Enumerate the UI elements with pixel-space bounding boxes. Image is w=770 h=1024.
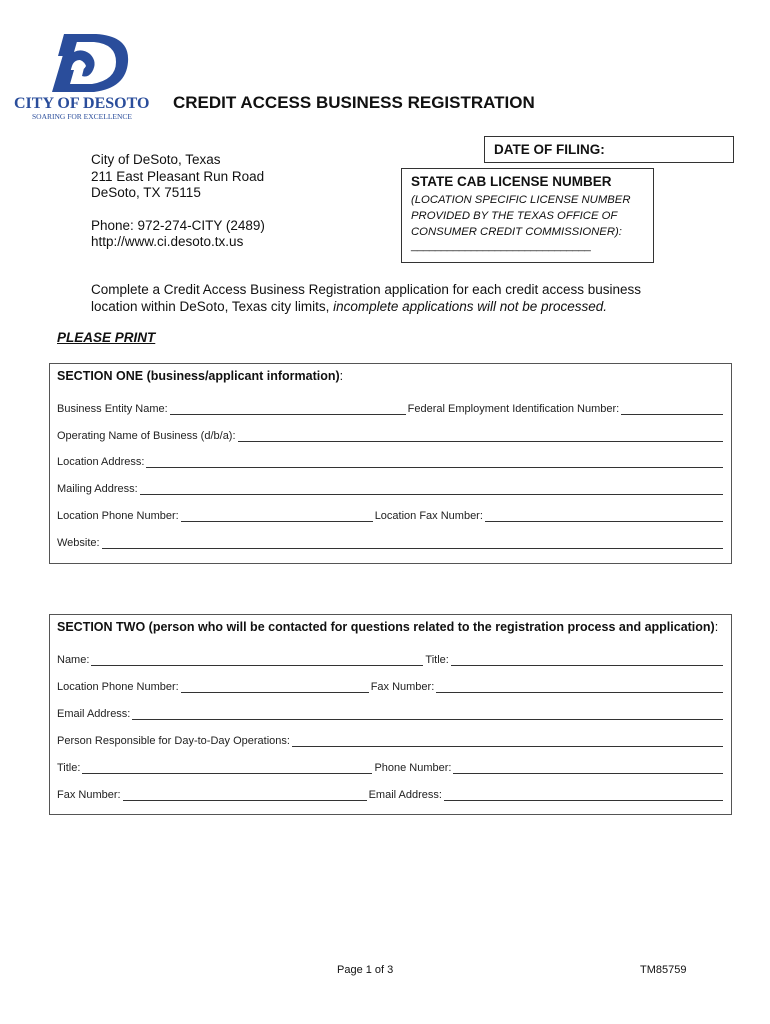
entity-name-label: Business Entity Name:: [57, 403, 168, 415]
contact-phone-field[interactable]: [181, 683, 369, 693]
location-address-label: Location Address:: [57, 456, 145, 468]
address-line-1: City of DeSoto, Texas: [91, 152, 221, 167]
date-of-filing-label: DATE OF FILING:: [494, 142, 605, 157]
operating-name-field[interactable]: [238, 432, 723, 442]
intro-paragraph: [91, 281, 691, 315]
row-operating-name: [57, 428, 725, 442]
location-fax-field[interactable]: [485, 512, 723, 522]
row-name-title: [57, 652, 725, 666]
page-number: Page 1 of 3: [337, 964, 394, 976]
responsible-email-field[interactable]: [444, 791, 723, 801]
address-website[interactable]: http://www.ci.desoto.tx.us: [91, 234, 244, 249]
date-of-filing-box[interactable]: [484, 136, 734, 163]
desoto-eagle-icon: [12, 30, 162, 122]
contact-title-field[interactable]: [451, 656, 723, 666]
address-line-3: DeSoto, TX 75115: [91, 185, 201, 200]
responsible-person-field[interactable]: [292, 737, 723, 747]
row-location-address: [57, 454, 725, 468]
contact-email-label: Email Address:: [57, 708, 131, 720]
responsible-fax-field[interactable]: [123, 791, 367, 801]
operating-name-label: Operating Name of Business (d/b/a):: [57, 430, 236, 442]
row-website: [57, 535, 725, 549]
row-contact-email: [57, 706, 725, 720]
address-phone: Phone: 972-274-CITY (2489): [91, 217, 265, 233]
contact-phone-label: Location Phone Number:: [57, 681, 179, 693]
cab-license-blank[interactable]: ______________________________: [411, 240, 591, 252]
fein-field[interactable]: [621, 405, 723, 415]
entity-name-field[interactable]: [170, 405, 406, 415]
location-fax-label: Location Fax Number:: [374, 510, 483, 522]
cab-license-heading: STATE CAB LICENSE NUMBER: [411, 174, 612, 189]
mailing-address-field[interactable]: [140, 485, 723, 495]
city-address-block: [91, 152, 265, 251]
row-fax-email: [57, 787, 725, 801]
contact-title-label: Title:: [425, 654, 449, 666]
row-mailing-address: [57, 481, 725, 495]
logo-city-name: CITY OF DESOTO: [14, 95, 150, 112]
row-entity-fein: [57, 401, 725, 415]
cab-license-note: (LOCATION SPECIFIC LICENSE NUMBER PROVIDED BY THE TEXAS OFFICE OF CONSUMER CREDIT COMMISSIONER):: [411, 194, 631, 238]
page-title: CREDIT ACCESS BUSINESS REGISTRATION: [173, 93, 535, 112]
address-line-2: 211 East Pleasant Run Road: [91, 168, 265, 184]
contact-name-label: Name:: [57, 654, 90, 666]
fein-label: Federal Employment Identification Number:: [407, 403, 620, 415]
row-title-phone: [57, 760, 725, 774]
section-two: [49, 614, 732, 815]
form-code: TM85759: [640, 964, 687, 976]
responsible-email-label: Email Address:: [368, 789, 442, 801]
contact-name-field[interactable]: [91, 656, 423, 666]
responsible-title-label: Title:: [57, 762, 81, 774]
intro-emphasis: incomplete applications will not be processed.: [333, 299, 608, 314]
please-print-label: PLEASE PRINT: [57, 330, 156, 345]
city-logo: [12, 30, 162, 122]
logo-tagline: SOARING FOR EXCELLENCE: [32, 112, 133, 121]
contact-fax-field[interactable]: [436, 683, 723, 693]
location-address-field[interactable]: [146, 458, 723, 468]
responsible-phone-label: Phone Number:: [374, 762, 452, 774]
mailing-address-label: Mailing Address:: [57, 483, 138, 495]
section-one: [49, 363, 732, 564]
row-contact-phone-fax: [57, 679, 725, 693]
responsible-person-label: Person Responsible for Day-to-Day Operations:: [57, 735, 290, 747]
intro-text: Complete a Credit Access Business Registration application for each credit access business location within DeSoto, Texas city limits,: [91, 282, 642, 314]
location-phone-field[interactable]: [181, 512, 373, 522]
row-location-phone-fax: [57, 508, 725, 522]
responsible-phone-field[interactable]: [453, 764, 723, 774]
section-two-heading: SECTION TWO (person who will be contacted for questions related to the registration process and application):: [57, 620, 719, 634]
contact-email-field[interactable]: [132, 710, 723, 720]
website-label: Website:: [57, 537, 100, 549]
location-phone-label: Location Phone Number:: [57, 510, 179, 522]
state-cab-license-box[interactable]: [401, 168, 654, 263]
contact-fax-label: Fax Number:: [370, 681, 435, 693]
responsible-fax-label: Fax Number:: [57, 789, 121, 801]
row-responsible-person: [57, 733, 725, 747]
responsible-title-field[interactable]: [82, 764, 372, 774]
website-field[interactable]: [102, 539, 723, 549]
section-one-heading: SECTION ONE (business/applicant information):: [57, 369, 344, 383]
